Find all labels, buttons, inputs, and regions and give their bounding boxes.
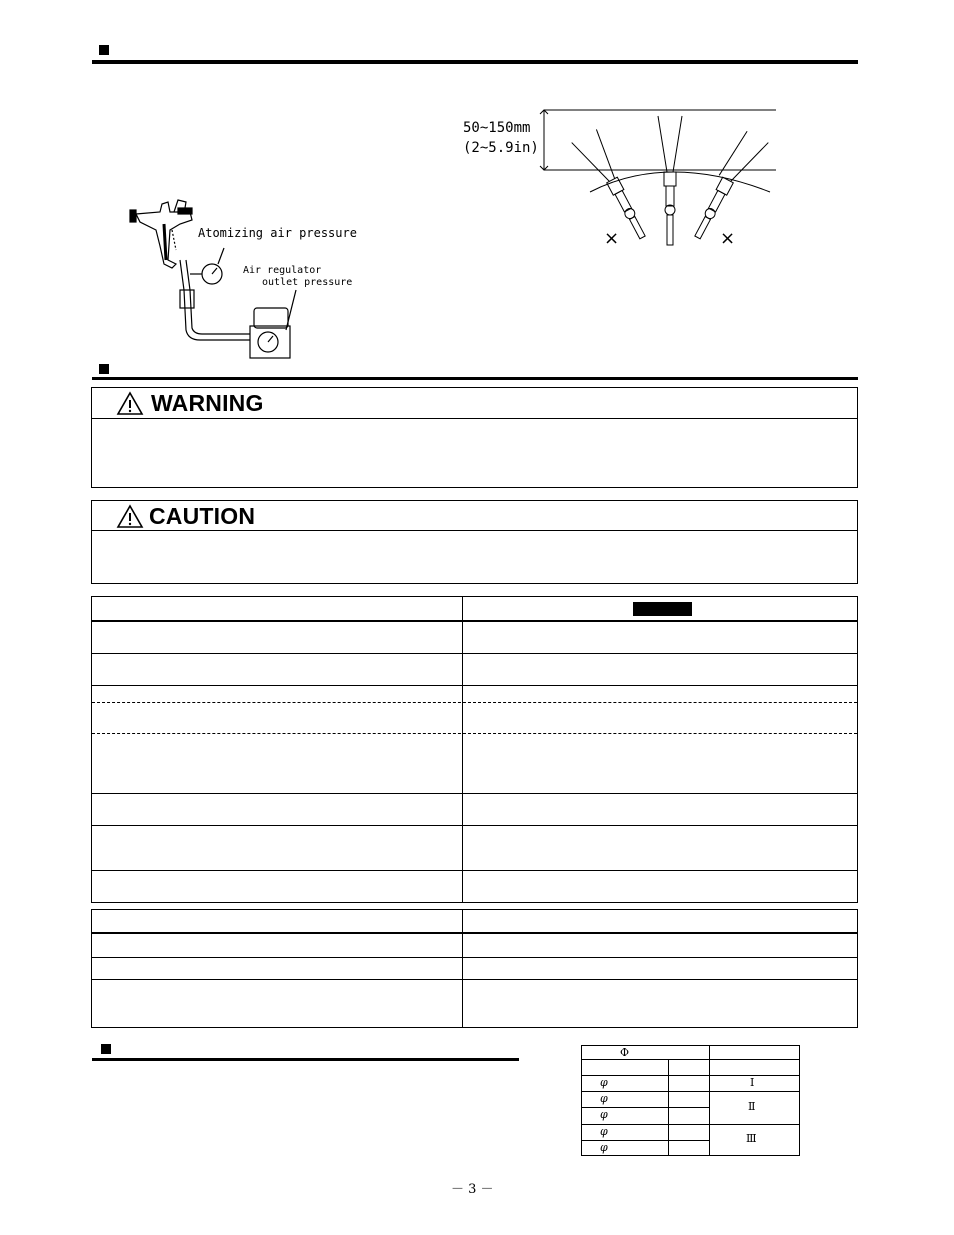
section-rule-1 [92, 60, 858, 64]
warning-title: WARNING [151, 390, 264, 416]
trouble-table-1-dashed-rule [92, 733, 857, 734]
spec-table-row-rule [582, 1091, 799, 1092]
spec-table-row-rule [582, 1075, 799, 1076]
spec-table-group-1: Ⅰ [750, 1076, 755, 1089]
trouble-table-1-dashed-rule [92, 702, 857, 703]
trouble-table-1-header-rule [92, 620, 857, 622]
spec-table-row-rule [582, 1059, 799, 1060]
trouble-table-2 [91, 909, 858, 1028]
spec-table-group-3: Ⅲ [746, 1132, 757, 1145]
caution-box [91, 500, 858, 584]
warning-box [91, 387, 858, 488]
incorrect-mark-left: × [604, 228, 620, 249]
spec-table-row-phi: φ [600, 1108, 608, 1121]
spec-table-row-phi: φ [600, 1125, 608, 1138]
trouble-table-1-row-rule [92, 793, 857, 794]
spec-table [581, 1045, 800, 1156]
section-rule-2 [92, 377, 858, 380]
trouble-table-2-header-rule [92, 932, 857, 934]
caution-title: CAUTION [149, 503, 256, 529]
warning-header-divider [92, 418, 857, 419]
spec-table-row-phi: φ [600, 1092, 608, 1105]
page-number: － 3 － [451, 1182, 494, 1197]
distance-label: 50~150mm [463, 120, 531, 136]
atomizing-label-text: Atomizing air pressure [198, 226, 357, 240]
incorrect-mark-right: × [720, 228, 736, 249]
spec-table-group-2: Ⅱ [748, 1100, 756, 1113]
caution-header-divider [92, 530, 857, 531]
caution-icon [116, 504, 144, 529]
trouble-table-2-col-divider [462, 910, 463, 1027]
trouble-table-1 [91, 596, 858, 903]
section-marker-1 [99, 45, 109, 55]
warning-icon [116, 391, 144, 416]
trouble-table-1-header-badge [633, 602, 692, 616]
section-rule-3 [92, 1058, 519, 1061]
trouble-table-1-col-divider [462, 597, 463, 902]
regulator-label-text-2: outlet pressure [262, 277, 353, 288]
spec-table-row-phi: φ [600, 1076, 608, 1089]
trouble-table-2-row-rule [92, 957, 857, 958]
section-marker-2 [99, 364, 109, 374]
section-marker-3 [101, 1044, 111, 1054]
trouble-table-2-row-rule [92, 979, 857, 980]
spec-table-row-phi: φ [600, 1141, 608, 1154]
trouble-table-1-row-rule [92, 653, 857, 654]
trouble-table-1-row-rule [92, 825, 857, 826]
spec-table-phi-header: Φ [620, 1046, 630, 1059]
spec-table-col-divider [709, 1046, 710, 1155]
trouble-table-1-row-rule [92, 870, 857, 871]
distance-label-inch: (2~5.9in) [463, 140, 539, 156]
regulator-label-text-1: Air regulator [243, 265, 322, 276]
trouble-table-1-row-rule [92, 685, 857, 686]
spec-table-row-rule [582, 1124, 799, 1125]
